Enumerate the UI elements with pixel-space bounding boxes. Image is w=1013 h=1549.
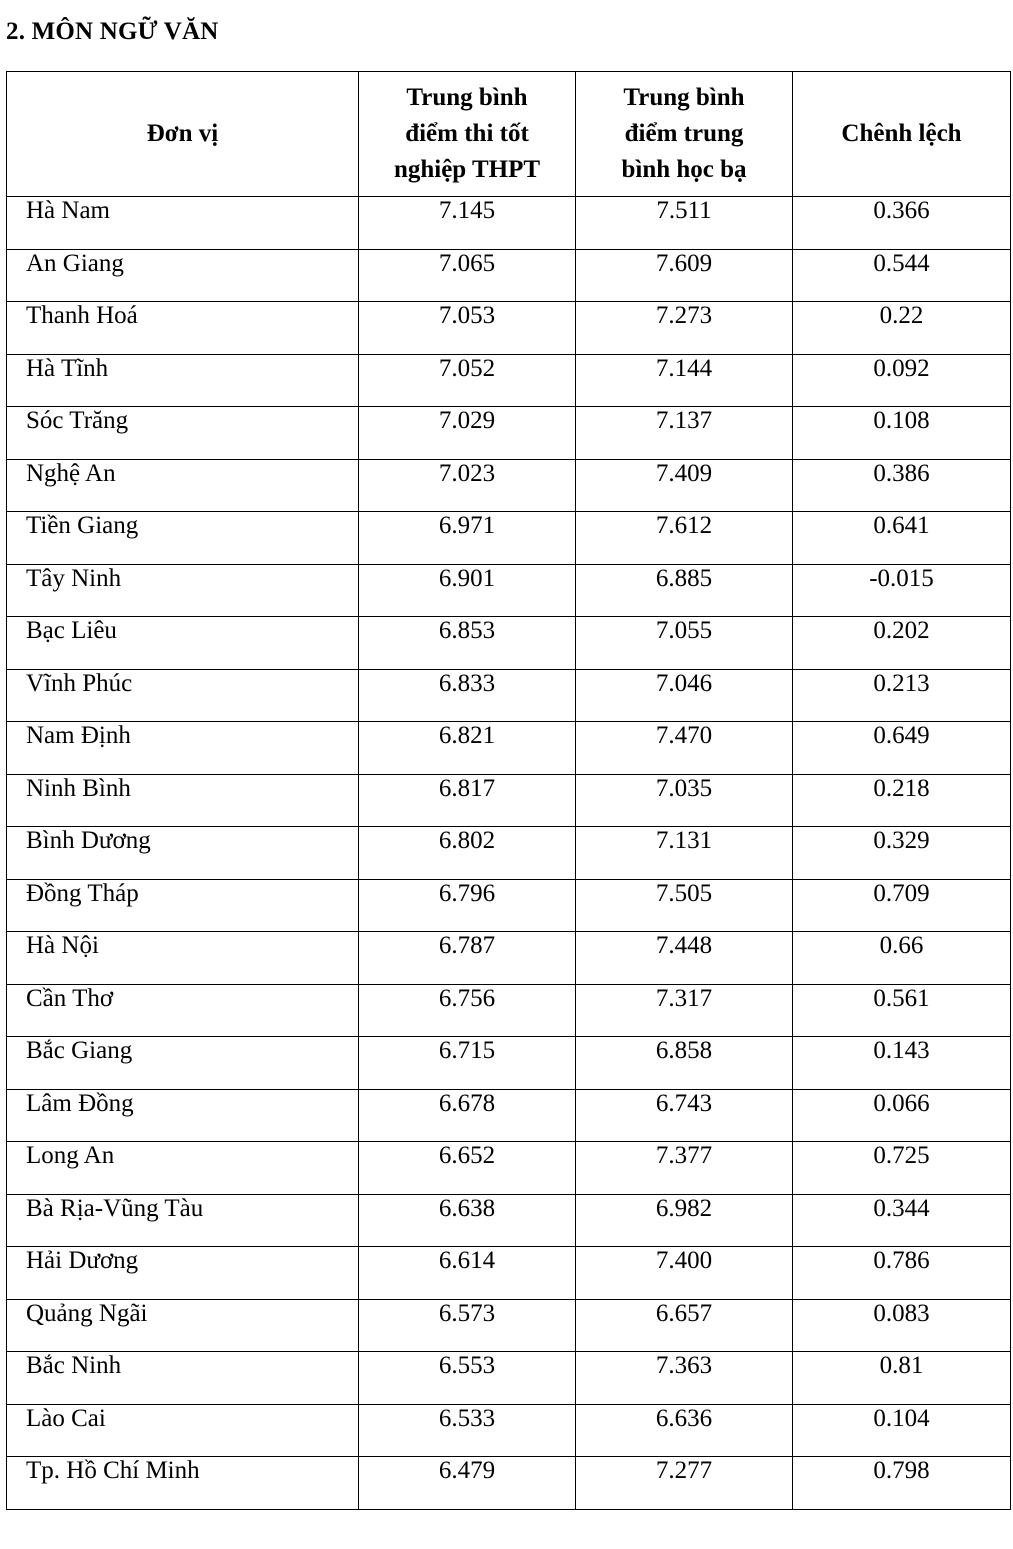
cell-record-average: 7.035 [576,774,793,827]
cell-exam-average: 6.573 [359,1299,576,1352]
cell-record-average: 7.046 [576,669,793,722]
cell-record-average: 7.377 [576,1142,793,1195]
cell-exam-average: 6.787 [359,932,576,985]
cell-unit: Bà Rịa-Vũng Tàu [7,1194,359,1247]
table-row [7,407,1011,460]
cell-difference: 0.366 [793,197,1011,250]
cell-difference: 0.143 [793,1037,1011,1090]
cell-record-average: 7.144 [576,354,793,407]
table-row [7,354,1011,407]
cell-record-average: 7.277 [576,1457,793,1510]
header-exam-average: Trung bình điểm thi tốt nghiệp THPT [359,72,576,197]
table-header-row [7,72,1011,197]
cell-difference: 0.218 [793,774,1011,827]
cell-difference: 0.81 [793,1352,1011,1405]
cell-difference: 0.386 [793,459,1011,512]
header-record-average: Trung bình điểm trung bình học bạ [576,72,793,197]
cell-exam-average: 7.053 [359,302,576,355]
table-row [7,879,1011,932]
cell-record-average: 7.612 [576,512,793,565]
cell-unit: Lâm Đồng [7,1089,359,1142]
table-row [7,459,1011,512]
cell-unit: Ninh Bình [7,774,359,827]
cell-unit: Tiền Giang [7,512,359,565]
table-row [7,249,1011,302]
cell-unit: Cần Thơ [7,984,359,1037]
cell-unit: Hải Dương [7,1247,359,1300]
cell-record-average: 7.317 [576,984,793,1037]
cell-exam-average: 7.029 [359,407,576,460]
cell-exam-average: 6.853 [359,617,576,670]
header-difference: Chênh lệch [793,72,1011,197]
table-row [7,512,1011,565]
table-row [7,669,1011,722]
cell-record-average: 7.470 [576,722,793,775]
table-row [7,1194,1011,1247]
cell-difference: 0.649 [793,722,1011,775]
cell-record-average: 7.137 [576,407,793,460]
cell-difference: 0.725 [793,1142,1011,1195]
cell-record-average: 7.448 [576,932,793,985]
cell-record-average: 6.885 [576,564,793,617]
cell-record-average: 7.505 [576,879,793,932]
table-row [7,1404,1011,1457]
cell-difference: 0.709 [793,879,1011,932]
table-row [7,1037,1011,1090]
cell-record-average: 7.273 [576,302,793,355]
cell-exam-average: 6.479 [359,1457,576,1510]
cell-record-average: 7.055 [576,617,793,670]
cell-unit: Lào Cai [7,1404,359,1457]
cell-difference: 0.092 [793,354,1011,407]
cell-exam-average: 7.065 [359,249,576,302]
cell-difference: 0.544 [793,249,1011,302]
cell-exam-average: 6.614 [359,1247,576,1300]
cell-record-average: 7.400 [576,1247,793,1300]
table-row [7,1089,1011,1142]
cell-record-average: 6.636 [576,1404,793,1457]
cell-exam-average: 6.553 [359,1352,576,1405]
cell-exam-average: 6.652 [359,1142,576,1195]
cell-exam-average: 6.796 [359,879,576,932]
cell-unit: Quảng Ngãi [7,1299,359,1352]
cell-unit: Bắc Ninh [7,1352,359,1405]
cell-unit: Bình Dương [7,827,359,880]
cell-difference: 0.786 [793,1247,1011,1300]
table-row [7,302,1011,355]
table-row [7,984,1011,1037]
cell-unit: Nam Định [7,722,359,775]
cell-unit: Tây Ninh [7,564,359,617]
cell-difference: 0.344 [793,1194,1011,1247]
table-row [7,722,1011,775]
cell-record-average: 7.511 [576,197,793,250]
cell-record-average: 7.131 [576,827,793,880]
cell-difference: 0.083 [793,1299,1011,1352]
cell-difference: -0.015 [793,564,1011,617]
cell-unit: An Giang [7,249,359,302]
table-row [7,1142,1011,1195]
cell-record-average: 6.982 [576,1194,793,1247]
cell-difference: 0.798 [793,1457,1011,1510]
cell-exam-average: 6.638 [359,1194,576,1247]
cell-exam-average: 6.802 [359,827,576,880]
table-row [7,932,1011,985]
cell-unit: Hà Nội [7,932,359,985]
cell-exam-average: 6.533 [359,1404,576,1457]
cell-exam-average: 6.678 [359,1089,576,1142]
cell-exam-average: 7.023 [359,459,576,512]
cell-unit: Đồng Tháp [7,879,359,932]
cell-difference: 0.641 [793,512,1011,565]
cell-difference: 0.213 [793,669,1011,722]
header-unit: Đơn vị [7,72,359,197]
cell-exam-average: 7.145 [359,197,576,250]
cell-record-average: 6.858 [576,1037,793,1090]
cell-difference: 0.329 [793,827,1011,880]
cell-difference: 0.561 [793,984,1011,1037]
cell-exam-average: 6.715 [359,1037,576,1090]
table-row [7,1352,1011,1405]
cell-record-average: 6.657 [576,1299,793,1352]
cell-unit: Bạc Liêu [7,617,359,670]
cell-unit: Thanh Hoá [7,302,359,355]
cell-difference: 0.22 [793,302,1011,355]
cell-difference: 0.066 [793,1089,1011,1142]
cell-exam-average: 6.901 [359,564,576,617]
cell-unit: Long An [7,1142,359,1195]
cell-record-average: 7.409 [576,459,793,512]
cell-exam-average: 6.817 [359,774,576,827]
table-row [7,1247,1011,1300]
cell-unit: Sóc Trăng [7,407,359,460]
cell-difference: 0.202 [793,617,1011,670]
table-row [7,827,1011,880]
cell-unit: Nghệ An [7,459,359,512]
cell-unit: Bắc Giang [7,1037,359,1090]
table-row [7,1457,1011,1510]
cell-record-average: 7.609 [576,249,793,302]
cell-unit: Hà Nam [7,197,359,250]
cell-record-average: 6.743 [576,1089,793,1142]
cell-exam-average: 6.833 [359,669,576,722]
table-row [7,564,1011,617]
cell-unit: Vĩnh Phúc [7,669,359,722]
cell-difference: 0.108 [793,407,1011,460]
cell-unit: Tp. Hồ Chí Minh [7,1457,359,1510]
section-title: 2. MÔN NGỮ VĂN [6,18,219,45]
cell-difference: 0.104 [793,1404,1011,1457]
cell-exam-average: 6.971 [359,512,576,565]
table-row [7,197,1011,250]
score-comparison-table [6,71,1011,1510]
table-row [7,617,1011,670]
cell-record-average: 7.363 [576,1352,793,1405]
cell-exam-average: 7.052 [359,354,576,407]
cell-unit: Hà Tĩnh [7,354,359,407]
cell-difference: 0.66 [793,932,1011,985]
cell-exam-average: 6.756 [359,984,576,1037]
cell-exam-average: 6.821 [359,722,576,775]
table-row [7,774,1011,827]
table-row [7,1299,1011,1352]
